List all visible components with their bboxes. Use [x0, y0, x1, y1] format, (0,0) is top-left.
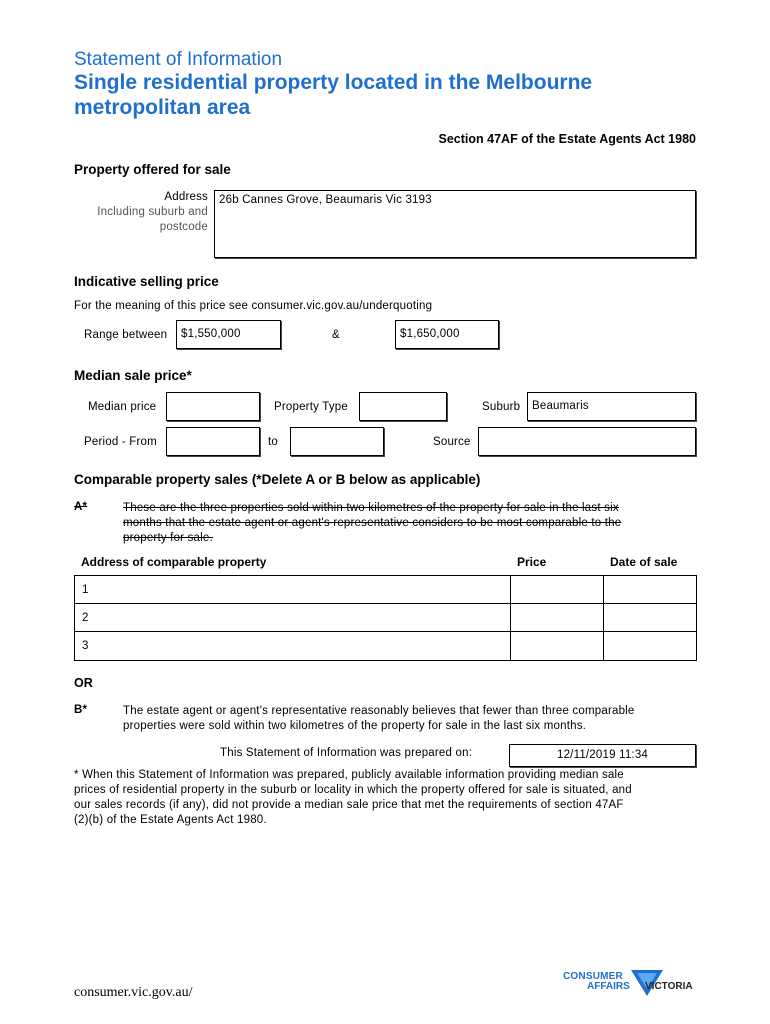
- row-2-date-field[interactable]: [603, 603, 697, 632]
- address-sublabel-2: postcode: [159, 221, 208, 233]
- prepared-date-value: 12/11/2019 11:34: [556, 749, 649, 761]
- prepared-label: This Statement of Information was prepared on:: [220, 747, 473, 759]
- row-3-date-value: [604, 632, 696, 638]
- form-kicker: Statement of Information: [74, 49, 283, 70]
- range-separator: &: [332, 329, 340, 341]
- property-type-field[interactable]: [359, 392, 447, 421]
- consumer-affairs-victoria-logo: [563, 970, 698, 1000]
- table-row[interactable]: [74, 603, 511, 632]
- col-header-date: Date of sale: [610, 555, 678, 569]
- row-2-date-value: [604, 604, 696, 610]
- row-3-date-field[interactable]: [603, 631, 697, 661]
- row-3-price-field[interactable]: [510, 631, 604, 661]
- period-to-value: [291, 428, 383, 438]
- page-title-line-1: Single residential property located in the Melbourne: [74, 71, 593, 94]
- period-from-label: Period - From: [84, 436, 157, 448]
- logo-line-1: CONSUMER: [563, 971, 623, 982]
- footnote-line-1: * When this Statement of Information was prepared, publicly available information providing median sale: [74, 769, 624, 781]
- comparable-heading: Comparable property sales (*Delete A or B below as applicable): [74, 472, 481, 487]
- indicative-heading: Indicative selling price: [74, 274, 219, 289]
- logo-line-2: AFFAIRS: [587, 981, 630, 992]
- source-field[interactable]: [478, 427, 696, 456]
- source-label: Source: [433, 436, 471, 448]
- table-row[interactable]: [74, 575, 511, 604]
- option-a-line-1: These are the three properties sold within two kilometres of the property for sale in the last six: [123, 502, 619, 514]
- period-to-label: to: [268, 436, 278, 448]
- median-price-field[interactable]: [166, 392, 260, 421]
- row-number: 2: [82, 612, 89, 624]
- logo-line-3: VICTORIA: [645, 981, 693, 992]
- address-sublabel-1: Including suburb and: [97, 206, 208, 218]
- comparable-table: [74, 575, 697, 661]
- footnote-line-2: prices of residential property in the suburb or locality in which the property offered for sale is situated, and: [74, 784, 632, 796]
- or-separator: OR: [74, 676, 93, 690]
- row-1-price-field[interactable]: [510, 575, 604, 604]
- prepared-date-field[interactable]: [509, 744, 696, 767]
- page-title: [74, 70, 592, 120]
- property-type-label: Property Type: [274, 401, 348, 413]
- period-from-value: [167, 428, 259, 438]
- page-title-line-2: metropolitan area: [74, 96, 251, 119]
- option-a-text: [123, 501, 621, 546]
- row-3-price-value: [511, 632, 603, 638]
- table-row[interactable]: [74, 631, 511, 661]
- property-type-value: [360, 393, 446, 403]
- section-reference: Section 47AF of the Estate Agents Act 1980: [438, 132, 696, 146]
- footnote: [74, 768, 632, 828]
- option-a-line-2: months that the estate agent or agent's representative considers to be most comparable to the: [123, 517, 622, 529]
- footnote-line-4: (2)(b) of the Estate Agents Act 1980.: [74, 814, 267, 826]
- row-2-price-field[interactable]: [510, 603, 604, 632]
- period-to-field[interactable]: [290, 427, 384, 456]
- source-value: [479, 428, 695, 438]
- footnote-line-3: our sales records (if any), did not provide a median sale price that met the requirements of section 47AF: [74, 799, 624, 811]
- row-2-price-value: [511, 604, 603, 610]
- row-1-date-field[interactable]: [603, 575, 697, 604]
- address-value: 26b Cannes Grove, Beaumaris Vic 3193: [219, 194, 432, 206]
- indicative-note: For the meaning of this price see consumer.vic.gov.au/underquoting: [74, 300, 433, 312]
- row-number: 3: [82, 640, 89, 652]
- row-number: 1: [82, 584, 89, 596]
- period-from-field[interactable]: [166, 427, 260, 456]
- median-price-value: [167, 393, 259, 403]
- range-high-field[interactable]: [395, 320, 499, 349]
- col-header-price: Price: [517, 555, 547, 569]
- option-a-marker: A*: [74, 501, 88, 513]
- col-header-address: Address of comparable property: [81, 555, 267, 569]
- median-heading: Median sale price*: [74, 368, 192, 383]
- row-1-date-value: [604, 576, 696, 582]
- option-b-marker: B*: [74, 704, 88, 716]
- option-b-line-1: The estate agent or agent's representative reasonably believes that fewer than three comparable: [123, 705, 635, 717]
- range-label: Range between: [84, 329, 168, 341]
- footer-url: consumer.vic.gov.au/: [74, 985, 193, 1000]
- option-a-line-3: property for sale.: [123, 532, 213, 544]
- range-low-value: $1,550,000: [181, 328, 241, 340]
- range-high-value: $1,650,000: [400, 328, 460, 340]
- address-field[interactable]: [214, 190, 696, 258]
- suburb-value: Beaumaris: [532, 400, 589, 412]
- median-price-label: Median price: [88, 401, 157, 413]
- suburb-field[interactable]: [527, 392, 696, 421]
- row-1-price-value: [511, 576, 603, 582]
- property-heading: Property offered for sale: [74, 162, 231, 177]
- range-low-field[interactable]: [176, 320, 281, 349]
- option-b-text: [123, 704, 635, 734]
- suburb-label: Suburb: [482, 401, 521, 413]
- option-b-line-2: properties were sold within two kilometres of the property for sale in the last six months.: [123, 720, 587, 732]
- address-label: Address: [164, 191, 208, 203]
